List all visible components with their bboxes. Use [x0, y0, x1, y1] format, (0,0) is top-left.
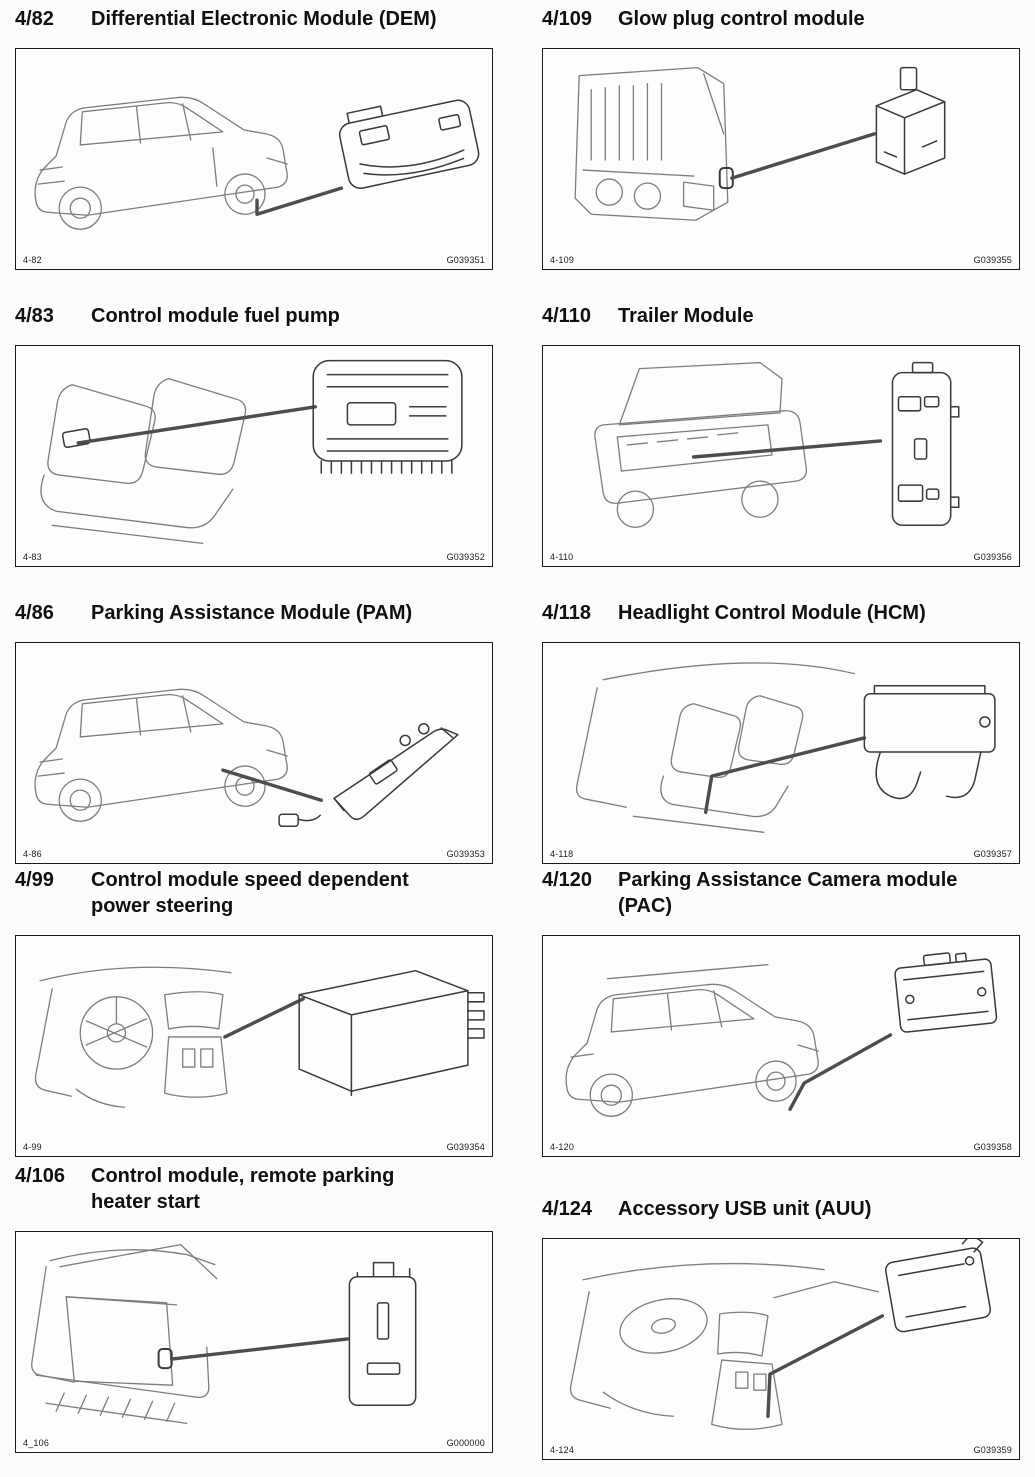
figure-ref: G039357	[973, 849, 1012, 859]
section-number: 4/82	[15, 8, 54, 30]
control-module-drawing	[892, 363, 958, 526]
figure-ref: G039352	[446, 552, 485, 562]
section-title: Parking Assistance Module (PAM)	[91, 602, 413, 624]
control-module-drawing	[349, 1263, 415, 1406]
figure-ref: G039356	[973, 552, 1012, 562]
figure-ref: G039359	[973, 1445, 1012, 1455]
figure-label: 4-83	[23, 552, 42, 562]
figure-label: 4-82	[23, 255, 42, 265]
fuel-pump-illustration	[16, 346, 492, 566]
control-module-drawing	[335, 88, 481, 190]
section-number: 4/124	[542, 1198, 593, 1220]
section-pam	[15, 600, 493, 864]
seats-sketch	[41, 379, 246, 544]
section-title: Glow plug control module	[618, 8, 865, 30]
figure-pac	[542, 935, 1020, 1157]
section-title: Headlight Control Module (HCM)	[618, 602, 926, 624]
camera-module-drawing	[893, 949, 997, 1033]
figure-label: 4-110	[550, 552, 574, 562]
cable-connector-drawing	[279, 814, 320, 826]
figure-auu	[542, 1238, 1020, 1460]
figure-ref: G039355	[973, 255, 1012, 265]
console-sketch	[571, 1264, 879, 1430]
control-module-drawing	[864, 686, 995, 799]
section-title: Control module, remote parking heater start	[91, 1165, 395, 1213]
left-column	[15, 0, 493, 1477]
section-title: Parking Assistance Camera module (PAC)	[618, 869, 958, 917]
glow-plug-illustration	[543, 49, 1019, 269]
figure-trailer-module	[542, 345, 1020, 567]
pac-illustration	[543, 936, 1019, 1156]
section-heading	[15, 1163, 493, 1215]
relay-drawing	[876, 68, 944, 174]
suv-rear-sketch	[566, 965, 818, 1117]
section-parking-heater	[15, 1163, 493, 1453]
section-number: 4/99	[15, 869, 54, 891]
interior-seats-sketch	[577, 663, 855, 832]
figure-ref: G039351	[446, 255, 485, 265]
figure-label: 4-86	[23, 849, 42, 859]
right-column	[542, 0, 1020, 1477]
parking-heater-illustration	[16, 1232, 492, 1452]
section-heading	[542, 303, 1020, 329]
figure-parking-heater	[15, 1231, 493, 1453]
section-heading	[542, 1196, 1020, 1222]
section-number: 4/110	[542, 305, 591, 327]
auu-illustration	[543, 1239, 1019, 1459]
section-title: Accessory USB unit (AUU)	[618, 1198, 872, 1220]
figure-dem	[15, 48, 493, 270]
section-pac	[542, 867, 1020, 1157]
section-heading	[15, 867, 493, 919]
leader-line	[790, 1035, 890, 1109]
control-module-drawing	[321, 715, 473, 824]
section-auu	[542, 1196, 1020, 1460]
section-heading	[15, 6, 493, 32]
hcm-illustration	[543, 643, 1019, 863]
section-number: 4/106	[15, 1165, 66, 1187]
section-heading	[542, 600, 1020, 626]
section-trailer-module	[542, 303, 1020, 567]
figure-label: 4-99	[23, 1142, 42, 1152]
section-power-steering	[15, 867, 493, 1157]
engine-sketch	[575, 68, 728, 221]
section-fuel-pump	[15, 303, 493, 567]
component-location-marker	[62, 428, 90, 447]
section-dem	[15, 6, 493, 270]
figure-hcm	[542, 642, 1020, 864]
section-heading	[542, 867, 1020, 919]
trailer-module-illustration	[543, 346, 1019, 566]
figure-fuel-pump	[15, 345, 493, 567]
power-steering-illustration	[16, 936, 492, 1156]
figure-ref: G000000	[446, 1438, 485, 1448]
leader-line	[172, 1339, 348, 1359]
section-heading	[15, 303, 493, 329]
section-number: 4/86	[15, 602, 54, 624]
section-title: Trailer Module	[618, 305, 754, 327]
usb-unit-drawing	[882, 1239, 996, 1333]
figure-ref: G039354	[446, 1142, 485, 1152]
figure-ref: G039353	[446, 849, 485, 859]
section-heading	[542, 6, 1020, 32]
control-module-drawing	[313, 361, 462, 473]
figure-power-steering	[15, 935, 493, 1157]
leader-line	[768, 1316, 882, 1416]
dashboard-sketch	[35, 967, 230, 1107]
suv-sketch	[35, 97, 287, 229]
pam-illustration	[16, 643, 492, 863]
leader-line	[706, 738, 865, 812]
leader-line	[694, 441, 881, 457]
dem-illustration	[16, 49, 492, 269]
section-number: 4/118	[542, 602, 591, 624]
suv-sketch	[35, 689, 287, 821]
leader-line	[78, 407, 315, 443]
figure-label: 4-120	[550, 1142, 575, 1152]
section-title: Control module fuel pump	[91, 305, 340, 327]
figure-ref: G039358	[973, 1142, 1012, 1152]
figure-glow-plug	[542, 48, 1020, 270]
figure-label: 4-124	[550, 1445, 575, 1455]
section-number: 4/120	[542, 869, 593, 891]
figure-label: 4_106	[23, 1438, 50, 1448]
leader-line	[257, 188, 341, 214]
section-number: 4/83	[15, 305, 54, 327]
figure-pam	[15, 642, 493, 864]
leader-line	[225, 999, 303, 1037]
open-hood-car-sketch	[595, 363, 807, 528]
section-glow-plug	[542, 6, 1020, 270]
figure-label: 4-109	[550, 255, 575, 265]
section-heading	[15, 600, 493, 626]
section-number: 4/109	[542, 8, 593, 30]
figure-label: 4-118	[550, 849, 574, 859]
open-tailgate-sketch	[32, 1245, 217, 1424]
section-title: Control module speed dependent power steering	[91, 869, 409, 917]
section-hcm	[542, 600, 1020, 864]
control-module-drawing	[299, 971, 484, 1096]
section-title: Differential Electronic Module (DEM)	[91, 8, 437, 30]
leader-line	[732, 134, 875, 178]
